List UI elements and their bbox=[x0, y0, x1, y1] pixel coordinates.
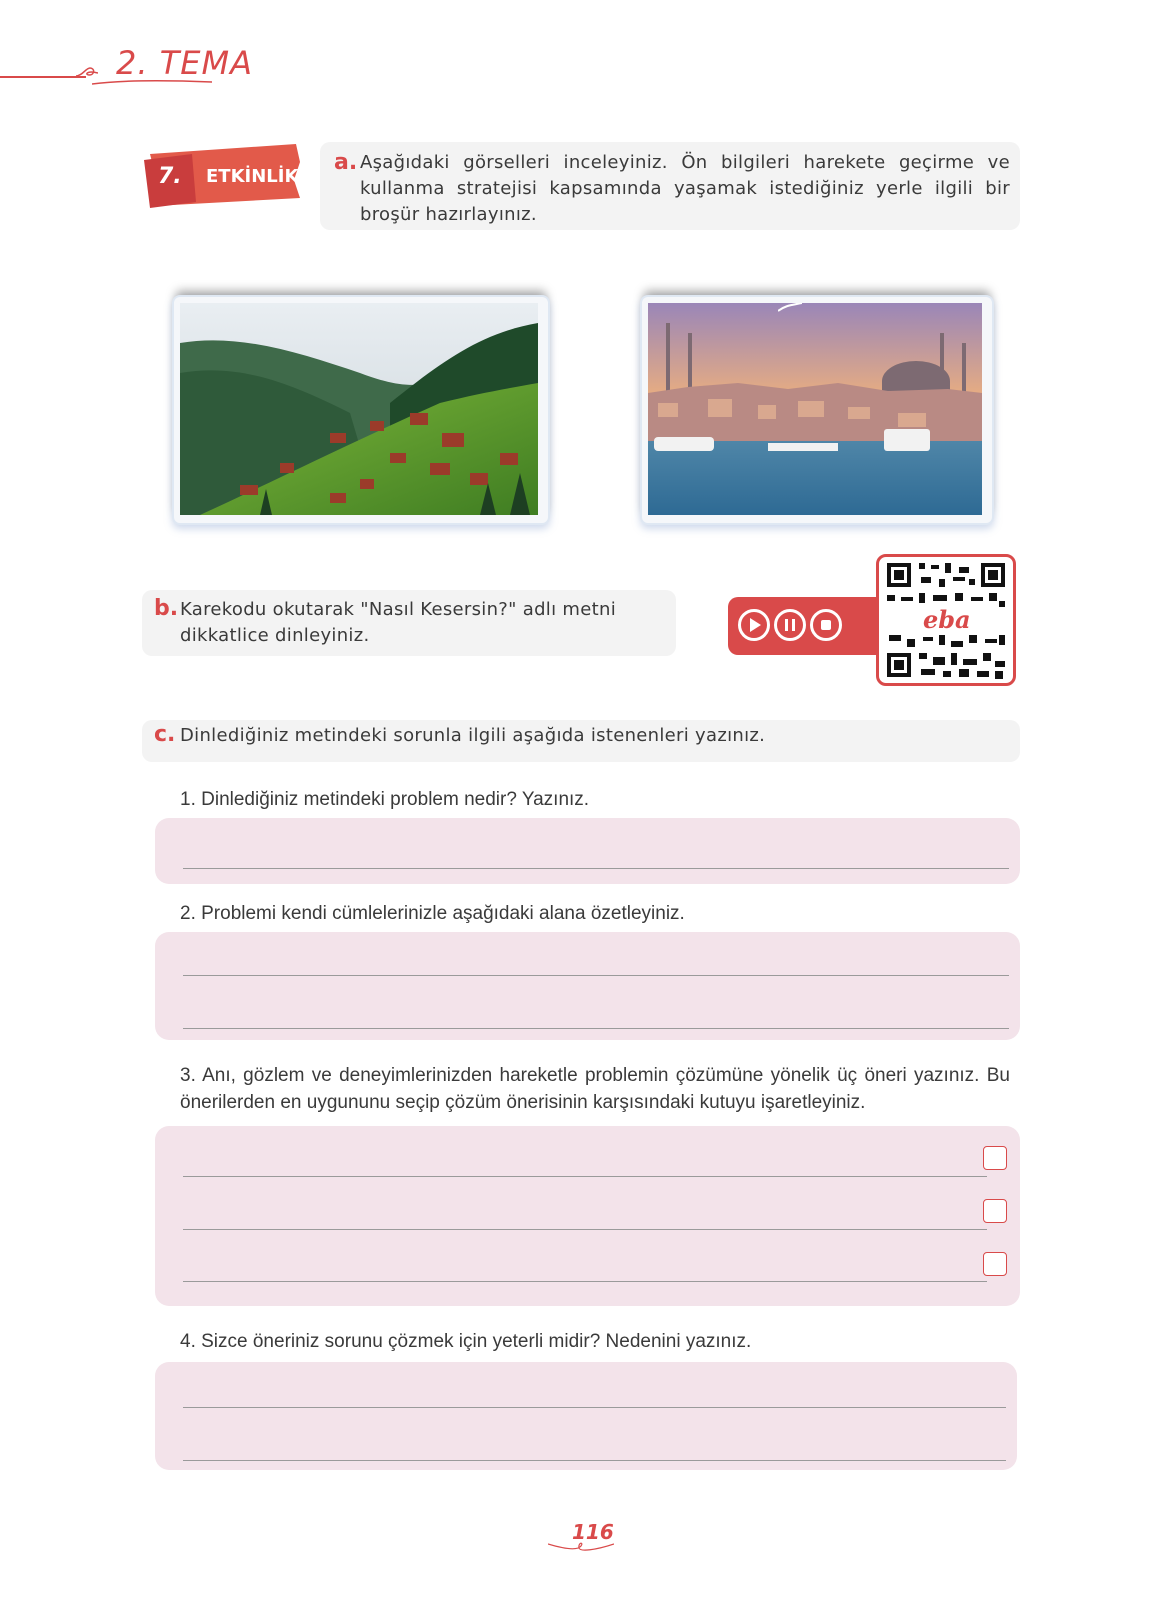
answer-line bbox=[183, 868, 1009, 869]
solution-checkbox-3[interactable] bbox=[983, 1252, 1007, 1276]
istanbul-skyline-photo bbox=[640, 295, 994, 525]
answer-line bbox=[183, 1281, 987, 1282]
part-b-letter: b. bbox=[154, 596, 179, 621]
answer-area-3[interactable] bbox=[155, 1126, 1020, 1306]
part-c-text: Dinlediğiniz metindeki sorunla ilgili aşağıda istenenleri yazınız. bbox=[180, 725, 766, 746]
question-1: 1. Dinlediğiniz metindeki problem nedir? Yazınız. bbox=[180, 789, 590, 810]
theme-title: 2. TEMA bbox=[116, 44, 253, 82]
theme-underline-decoration bbox=[92, 78, 212, 88]
activity-number: 7. bbox=[158, 164, 182, 189]
page-number-underline bbox=[548, 1540, 614, 1554]
answer-area-4[interactable] bbox=[155, 1362, 1017, 1470]
stop-icon bbox=[813, 612, 839, 638]
part-a-text: Aşağıdaki görselleri inceleyiniz. Ön bilgileri harekete geçirme ve kullanma stratejisi kapsamında yaşamak istediğiniz yerle ilgili bir broşür hazırlayınız. bbox=[360, 152, 1010, 225]
pause-icon bbox=[777, 612, 803, 638]
solution-checkbox-1[interactable] bbox=[983, 1146, 1007, 1170]
bird-decoration bbox=[778, 303, 802, 313]
answer-line bbox=[183, 975, 1009, 976]
answer-line bbox=[183, 1460, 1006, 1461]
question-4: 4. Sizce öneriniz sorunu çözmek için yeterli midir? Nedenini yazınız. bbox=[180, 1331, 752, 1352]
play-button[interactable] bbox=[738, 609, 770, 641]
istanbul-skyline-illustration bbox=[648, 303, 982, 515]
part-c-letter: c. bbox=[154, 722, 176, 747]
qr-brand-logo: eba bbox=[923, 605, 971, 634]
answer-line bbox=[183, 1229, 987, 1230]
part-a-letter: a. bbox=[334, 150, 358, 175]
answer-line bbox=[183, 1176, 987, 1177]
activity-label: ETKİNLİK bbox=[206, 166, 299, 187]
header-rule bbox=[0, 76, 86, 78]
play-icon bbox=[741, 612, 767, 638]
pause-button[interactable] bbox=[774, 609, 806, 641]
mountain-village-photo bbox=[172, 295, 550, 525]
question-2: 2. Problemi kendi cümlelerinizle aşağıdaki alana özetleyiniz. bbox=[180, 903, 685, 924]
answer-area-2[interactable] bbox=[155, 932, 1020, 1040]
question-3: 3. Anı, gözlem ve deneyimlerinizden hareketle problemin çözümüne yönelik üç öneri yazınız. Bu önerilerden en uygununu seçip çözüm önerisinin karşısındaki kutuyu işaretleyiniz. bbox=[180, 1065, 1010, 1113]
qr-code[interactable] bbox=[876, 554, 1016, 686]
answer-line bbox=[183, 1028, 1009, 1029]
answer-area-1[interactable] bbox=[155, 818, 1020, 884]
header-curl-decoration bbox=[76, 64, 98, 78]
solution-checkbox-2[interactable] bbox=[983, 1199, 1007, 1223]
stop-button[interactable] bbox=[810, 609, 842, 641]
mountain-village-illustration bbox=[180, 303, 538, 515]
part-b-text: Karekodu okutarak "Nasıl Kesersin?" adlı metni dikkatlice dinleyiniz. bbox=[180, 599, 617, 646]
page-number: 116 bbox=[572, 1520, 614, 1544]
answer-line bbox=[183, 1407, 1006, 1408]
